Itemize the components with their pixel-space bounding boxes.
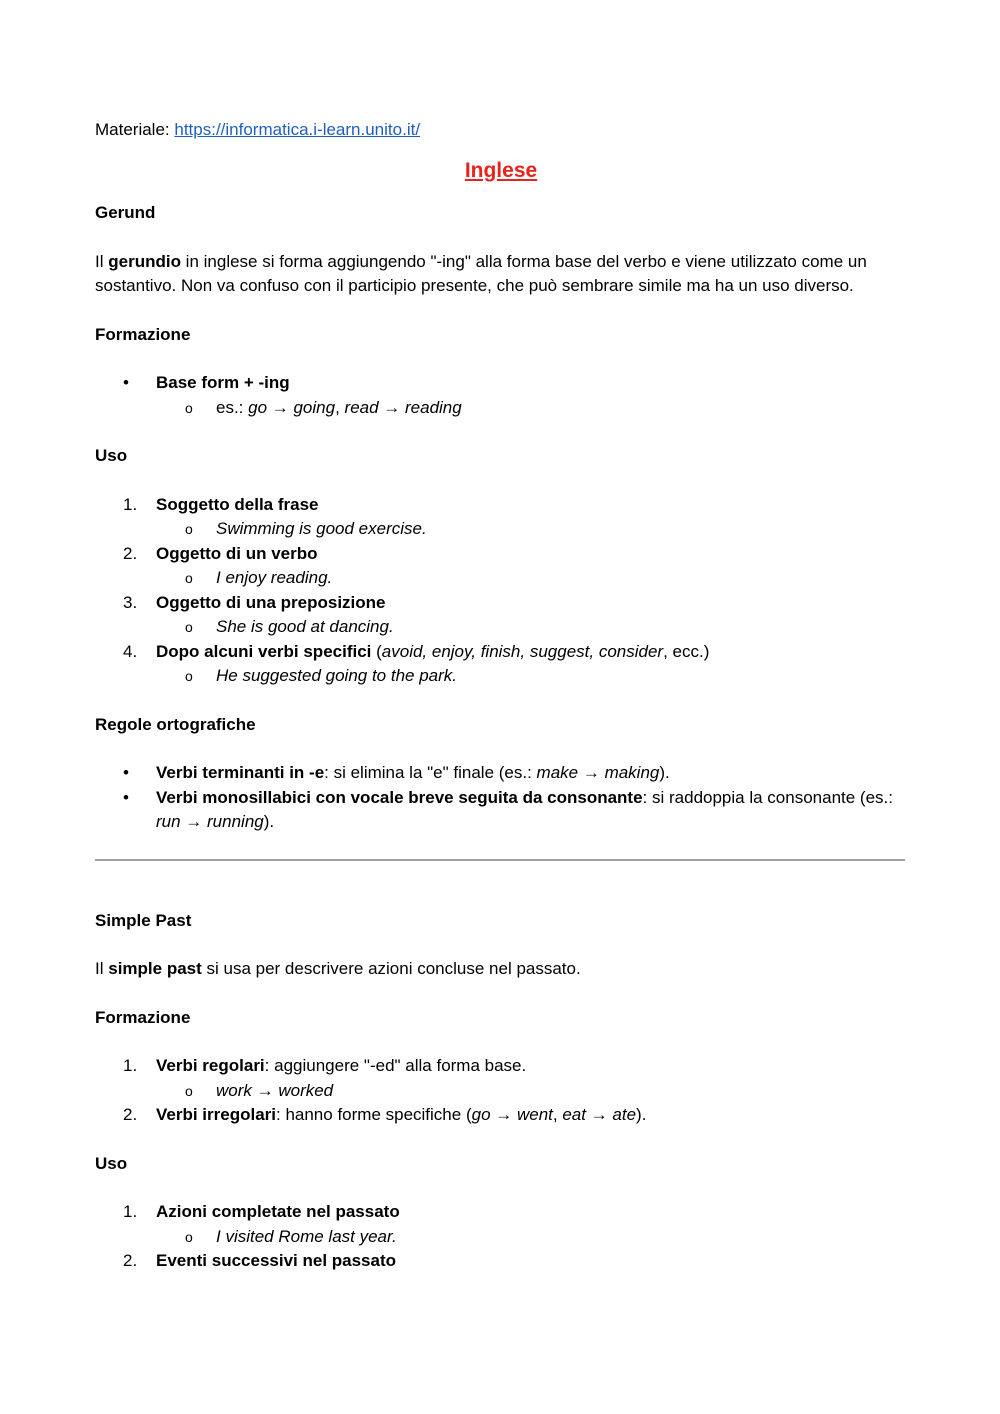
sub-bullet-icon: o xyxy=(185,1082,193,1099)
uso-example: I visited Rome last year. xyxy=(216,1226,397,1246)
example-prefix: es.: xyxy=(216,397,249,417)
gerund-formazione-heading: Formazione xyxy=(95,324,191,344)
list-item xyxy=(95,542,907,567)
uso-extra-verbs: avoid, enjoy, finish, suggest, consider xyxy=(381,641,664,661)
list-number: 1. xyxy=(123,1202,138,1221)
list-item xyxy=(95,371,907,396)
simple-past-uso-list xyxy=(95,1200,907,1274)
bullet-icon: • xyxy=(123,373,129,392)
sub-bullet-icon: o xyxy=(185,570,193,586)
simple-past-intro-bold: simple past xyxy=(108,959,202,978)
uso-label: Soggetto della frase xyxy=(156,494,319,514)
list-number: 2. xyxy=(123,1105,138,1124)
list-item xyxy=(95,517,907,542)
regole-heading: Regole ortografiche xyxy=(95,714,256,734)
gerund-uso-list xyxy=(95,493,907,689)
example-sep: , xyxy=(335,397,345,417)
formazione-text-end: ). xyxy=(636,1105,647,1124)
list-number: 2. xyxy=(123,543,138,563)
list-item xyxy=(95,640,907,665)
formazione-example-go: go → went xyxy=(471,1105,553,1124)
gerund-intro xyxy=(95,250,907,299)
list-item xyxy=(95,566,907,591)
regola-label: Verbi monosillabici con vocale breve seguita da consonante xyxy=(156,787,643,807)
formazione-label: Verbi regolari xyxy=(156,1056,265,1075)
formazione-example: work → worked xyxy=(216,1080,334,1100)
formazione-item-label: Base form + -ing xyxy=(156,373,290,392)
gerund-intro-post: in inglese si forma aggiungendo "-ing" alla forma base del verbo e viene utilizzato come un sostantivo. Non va confuso con il participio presente, che può sembrare simile ma ha un uso diverso. xyxy=(95,251,867,295)
uso-label: Oggetto di un verbo xyxy=(156,543,318,563)
list-number: 4. xyxy=(123,641,138,661)
page-title: Inglese xyxy=(464,158,538,182)
gerund-uso-heading: Uso xyxy=(95,446,128,465)
uso-label: Azioni completate nel passato xyxy=(156,1202,400,1221)
gerund-intro-pre: Il xyxy=(95,251,109,271)
regola-text: : si raddoppia la consonante (es.: xyxy=(642,787,893,807)
regola-end: ). xyxy=(263,812,275,831)
simple-past-formazione-list xyxy=(95,1054,907,1128)
simple-past-intro xyxy=(95,957,907,982)
sub-bullet-icon: o xyxy=(185,521,193,537)
simple-past-uso-heading: Uso xyxy=(95,1153,128,1173)
list-item xyxy=(95,591,907,616)
list-item xyxy=(95,1249,907,1274)
sub-bullet-icon: o xyxy=(185,668,193,684)
uso-label: Oggetto di una preposizione xyxy=(156,592,386,612)
list-item xyxy=(95,1079,907,1104)
regola-label: Verbi terminanti in -e xyxy=(156,763,325,782)
formazione-example-eat: eat → ate xyxy=(562,1105,637,1124)
list-number: 3. xyxy=(123,592,138,612)
list-item xyxy=(95,761,907,786)
materiale-line xyxy=(95,118,907,143)
list-item xyxy=(95,1200,907,1225)
regola-example: run → running xyxy=(156,812,264,831)
sub-bullet-icon: o xyxy=(185,399,193,416)
simple-past-formazione-heading: Formazione xyxy=(95,1007,191,1027)
list-number: 2. xyxy=(123,1251,138,1270)
list-item xyxy=(95,396,907,421)
sub-bullet-icon: o xyxy=(185,619,193,635)
simple-past-intro-pre: Il xyxy=(95,959,109,978)
list-item xyxy=(95,493,907,518)
regole-list xyxy=(95,761,907,835)
gerund-heading: Gerund xyxy=(95,203,156,222)
list-number: 1. xyxy=(123,1056,138,1075)
gerund-formazione-list xyxy=(95,371,907,420)
document-body xyxy=(95,118,907,1274)
uso-label: Eventi successivi nel passato xyxy=(156,1251,397,1270)
regola-end: ). xyxy=(659,763,670,782)
list-item xyxy=(95,615,907,640)
uso-extra-close: , ecc.) xyxy=(663,641,710,661)
formazione-sep: , xyxy=(552,1105,563,1124)
list-item xyxy=(95,664,907,689)
list-number: 1. xyxy=(123,494,138,514)
example-read: read → reading xyxy=(344,397,462,417)
regola-example: make → making xyxy=(536,763,660,782)
materiale-link[interactable]: https://informatica.i-learn.unito.it/ xyxy=(174,120,421,139)
sub-bullet-icon: o xyxy=(185,1228,193,1245)
simple-past-intro-post: si usa per descrivere azioni concluse nel passato. xyxy=(201,959,581,978)
uso-example: She is good at dancing. xyxy=(216,617,394,636)
uso-extra-open: ( xyxy=(371,641,382,661)
formazione-text: : aggiungere "-ed" alla forma base. xyxy=(264,1056,527,1075)
simple-past-heading: Simple Past xyxy=(95,910,192,930)
uso-example: He suggested going to the park. xyxy=(216,666,457,685)
list-item xyxy=(95,786,907,835)
uso-example: Swimming is good exercise. xyxy=(216,519,427,538)
bullet-icon: • xyxy=(123,763,129,782)
regola-text: : si elimina la "e" finale (es.: xyxy=(324,763,537,782)
list-item xyxy=(95,1054,907,1079)
materiale-label: Materiale: xyxy=(95,120,170,139)
example-go: go → going xyxy=(248,397,336,417)
uso-label: Dopo alcuni verbi specifici xyxy=(156,641,372,661)
list-item xyxy=(95,1103,907,1128)
gerund-intro-bold: gerundio xyxy=(108,251,181,271)
formazione-text: : hanno forme specifiche ( xyxy=(276,1105,472,1124)
uso-example: I enjoy reading. xyxy=(216,568,333,587)
list-item xyxy=(95,1225,907,1250)
formazione-label: Verbi irregolari xyxy=(156,1105,276,1124)
bullet-icon: • xyxy=(123,787,129,807)
